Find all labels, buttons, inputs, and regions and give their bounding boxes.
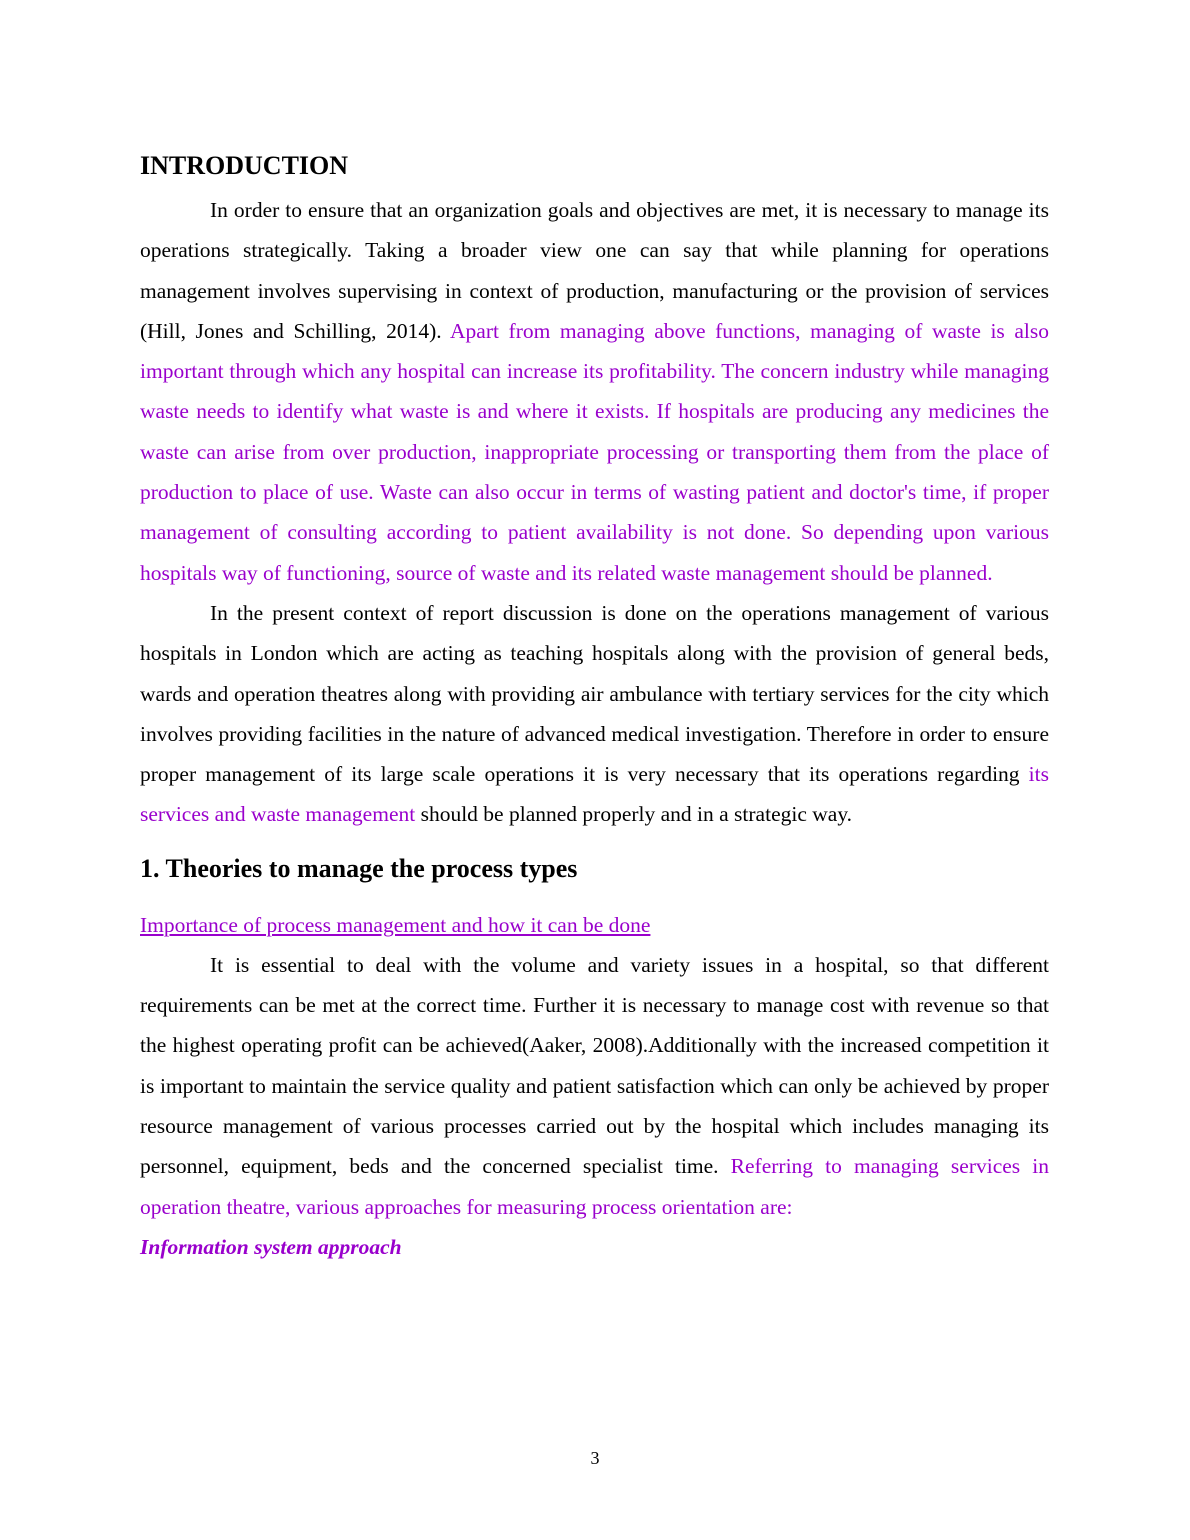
intro-p1-highlight: Apart from managing above functions, managing of waste is also important through which any hospital can increase its profitability. The concern industry while managing waste needs to identify what waste is and where it exists. If hospitals are producing any medicines the waste can arise from over production, inappropriate processing or transporting them from the place of production to place of use. Waste can also occur in terms of wasting patient and doctor's time, if proper management of consulting according to patient availability is not done. So depending upon various hospitals way of functioning, source of waste and its related waste management should be planned. xyxy=(140,318,1049,585)
intro-p2-text-end: should be planned properly and in a strategic way. xyxy=(415,802,853,827)
page-number: 3 xyxy=(590,1448,600,1468)
page-content xyxy=(140,148,1049,1267)
section-1-highlight: Referring to managing services in operation theatre, various approaches for measuring process orientation are: xyxy=(140,1154,1049,1219)
intro-paragraph-1 xyxy=(140,190,1049,593)
intro-paragraph-2 xyxy=(140,593,1049,835)
info-system-subheading: Information system approach xyxy=(140,1234,402,1259)
intro-p2-text-start: In the present context of report discussion is done on the operations management of various hospitals in London which are acting as teaching hospitals along with the provision of general beds, wards and operation theatres along with providing air ambulance with tertiary services for the city which involves providing facilities in the nature of advanced medical investigation. Therefore in order to ensure proper management of its large scale operations it is very necessary that its operations regarding xyxy=(140,600,1049,787)
section-1-heading: 1. Theories to manage the process types xyxy=(140,853,578,883)
heading-introduction: INTRODUCTION xyxy=(140,151,349,180)
intro-p1-text: In order to ensure that an organization goals and objectives are met, it is necessary to manage its operations strategically. Taking a broader view one can say that while planning for operations management involves supervising in context of production, manufacturing or the provision of services (Hill, Jones and Schilling, 2014). xyxy=(140,198,1049,343)
process-management-link[interactable]: Importance of process management and how it can be done xyxy=(140,912,651,937)
section-1-paragraph xyxy=(140,945,1049,1227)
section-1-text: It is essential to deal with the volume and variety issues in a hospital, so that different requirements can be met at the correct time. Further it is necessary to manage cost with revenue so that the highest operating profit can be achieved(Aaker, 2008).Additionally with the increased competition it is important to maintain the service quality and patient satisfaction which can only be achieved by proper resource management of various processes carried out by the hospital which includes managing its personnel, equipment, beds and the concerned specialist time. xyxy=(140,952,1049,1179)
intro-p2-highlight: its services and waste management xyxy=(140,762,1049,827)
